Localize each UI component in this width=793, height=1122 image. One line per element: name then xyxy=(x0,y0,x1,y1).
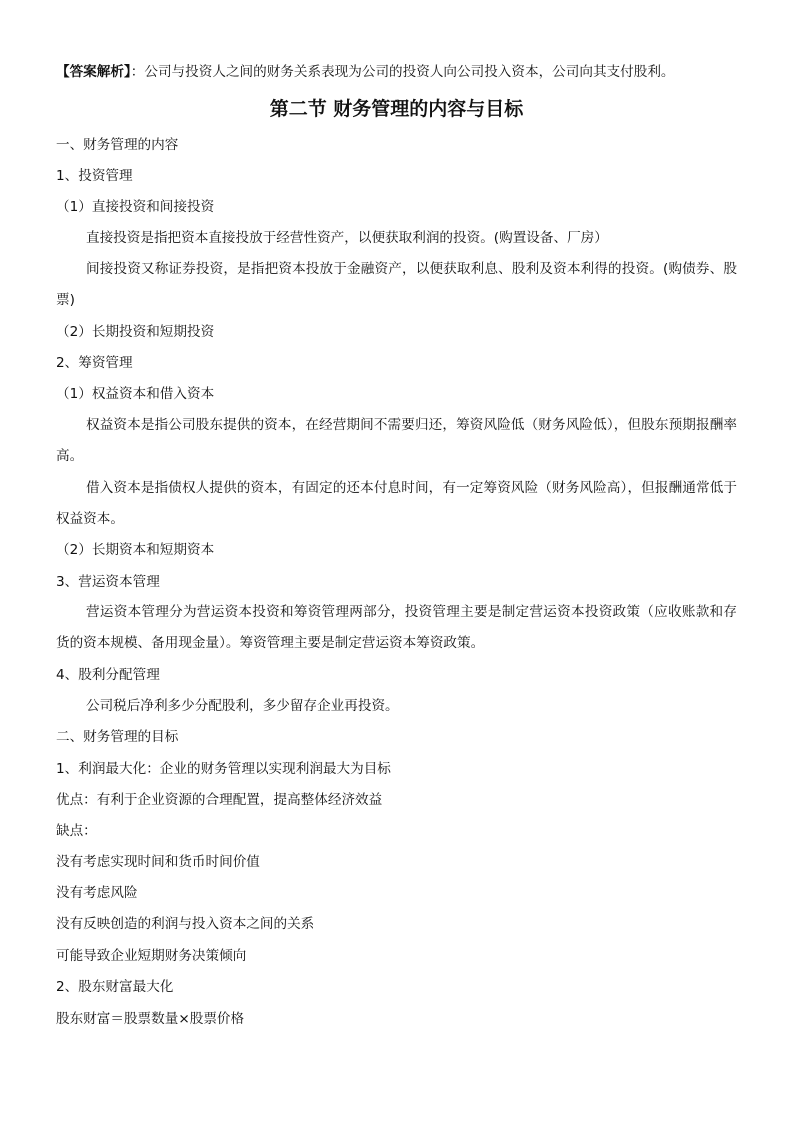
item2-para2: 借入资本是指债权人提供的资本，有固定的还本付息时间，有一定筹资风险（财务风险高），但报酬通常低于权益资本。 xyxy=(56,480,737,527)
item3-para: 营运资本管理分为营运资本投资和筹资管理两部分，投资管理主要是制定营运资本投资政策（应收账款和存货的资本规模、备用现金量）。筹资管理主要是制定营运资本筹资政策。 xyxy=(56,604,737,651)
item4-heading: 4、股利分配管理 xyxy=(56,667,160,683)
goal1-con-item: 没有考虑实现时间和货币时间价值 xyxy=(56,854,260,870)
goal2-formula: 股东财富＝股票数量×股票价格 xyxy=(56,1011,245,1027)
answer-note-text: ：公司与投资人之间的财务关系表现为公司的投资人向公司投入资本，公司向其支付股利。 xyxy=(130,64,675,80)
goal1-cons-label: 缺点： xyxy=(56,823,97,839)
item2-para1: 权益资本是指公司股东提供的资本，在经营期间不需要归还，筹资风险低（财务风险低），但股东预期报酬率高。 xyxy=(56,417,737,464)
item1-heading: 1、投资管理 xyxy=(56,168,133,184)
section-title: 第二节 财务管理的内容与目标 xyxy=(269,98,524,120)
goal1-pros: 优点：有利于企业资源的合理配置，提高整体经济效益 xyxy=(56,792,383,808)
part2-heading: 二、财务管理的目标 xyxy=(56,729,179,745)
item4-para: 公司税后净利多少分配股利，多少留存企业再投资。 xyxy=(86,698,399,714)
item1-sub1: （1）直接投资和间接投资 xyxy=(56,199,215,215)
goal1-con-item: 没有考虑风险 xyxy=(56,885,138,901)
goal1-con-item: 可能导致企业短期财务决策倾向 xyxy=(56,948,247,964)
item2-heading: 2、筹资管理 xyxy=(56,355,133,371)
item3-heading: 3、营运资本管理 xyxy=(56,574,160,590)
part1-heading: 一、财务管理的内容 xyxy=(56,137,179,153)
goal1-con-item: 没有反映创造的利润与投入资本之间的关系 xyxy=(56,916,315,932)
item1-para1: 直接投资是指把资本直接投放于经营性资产，以便获取利润的投资。(购置设备、厂房） xyxy=(86,230,608,246)
item2-sub1: （1）权益资本和借入资本 xyxy=(56,386,215,402)
item1-para2: 间接投资又称证券投资，是指把资本投放于金融资产，以便获取利息、股利及资本利得的投资。(购债券、股票) xyxy=(56,261,737,308)
item2-sub2: （2）长期资本和短期资本 xyxy=(56,542,215,558)
goal2-heading: 2、股东财富最大化 xyxy=(56,979,174,995)
answer-note-tag: 【答案解析】 xyxy=(56,64,131,80)
item1-sub2: （2）长期投资和短期投资 xyxy=(56,324,215,340)
answer-note xyxy=(56,62,737,82)
goal1-heading: 1、利润最大化：企业的财务管理以实现利润最大为目标 xyxy=(56,761,391,777)
